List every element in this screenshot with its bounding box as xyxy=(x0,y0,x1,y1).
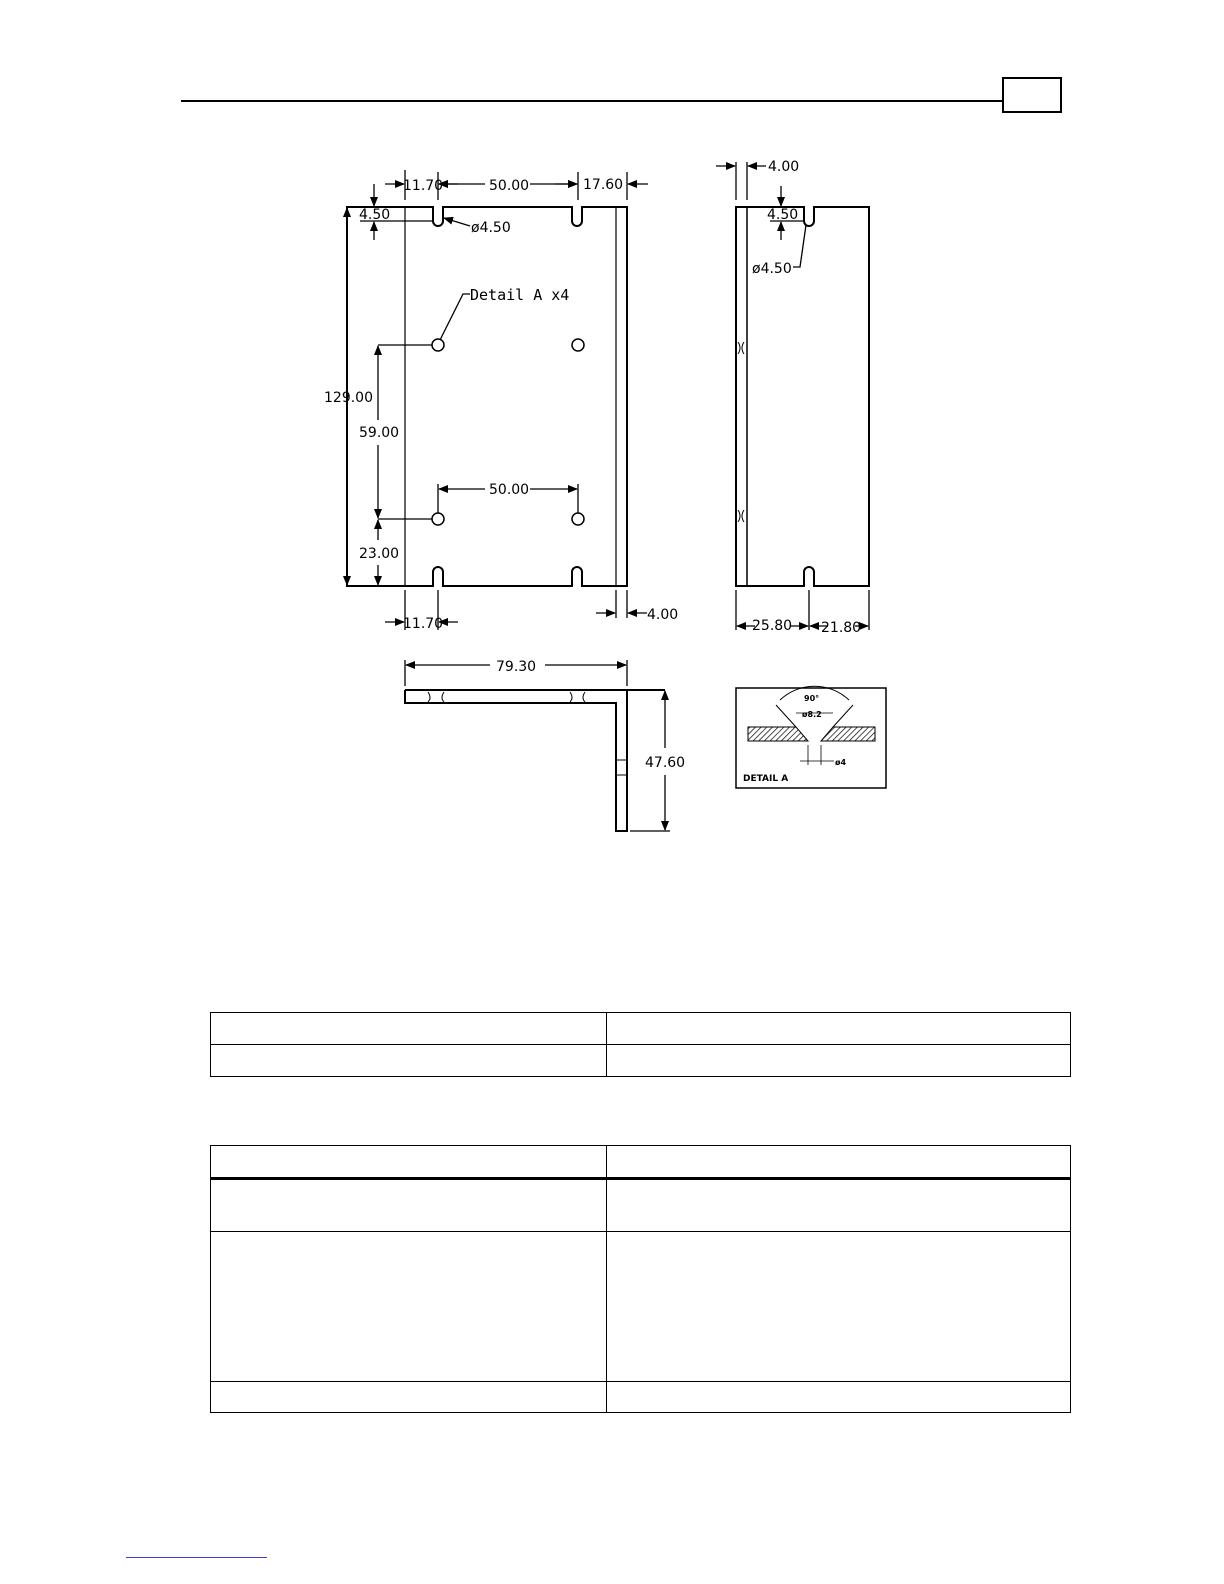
dim-hole-spacing: 59.00 xyxy=(359,425,400,441)
dim-bottom-offset: 23.00 xyxy=(359,546,400,562)
front-view xyxy=(347,207,627,586)
detail-counterbore: ø8.2 xyxy=(802,710,822,719)
mounting-hole xyxy=(432,513,444,525)
side-dim-slot-depth: 4.50 xyxy=(767,207,799,223)
table-cell xyxy=(607,1232,1071,1382)
side-view-labels xyxy=(752,159,861,636)
mounting-hole xyxy=(432,339,444,351)
table-cell xyxy=(607,1382,1071,1413)
top-view-labels xyxy=(496,659,685,771)
table-cell xyxy=(607,1013,1071,1045)
side-view-dimensions xyxy=(716,162,869,630)
table-cell xyxy=(211,1232,607,1382)
detail-hole: ø4 xyxy=(835,758,847,767)
dim-left-top: 11.70 xyxy=(403,178,444,194)
dim-inner-spacing: 50.00 xyxy=(489,482,530,498)
side-dim-thickness: 4.00 xyxy=(768,159,800,175)
spec-table-1 xyxy=(210,1012,1071,1077)
detail-a-box xyxy=(736,686,886,788)
dim-left-bottom: 11.70 xyxy=(403,616,444,632)
dim-right-top: 17.60 xyxy=(583,177,624,193)
top-view-dimensions xyxy=(405,660,670,831)
table-cell xyxy=(211,1013,607,1045)
footnote-rule xyxy=(126,1557,267,1558)
detail-label: DETAIL A xyxy=(743,774,789,784)
table-cell xyxy=(607,1045,1071,1077)
top-dim-height: 47.60 xyxy=(645,755,686,771)
front-plate-outline xyxy=(347,207,627,586)
detail-angle: 90° xyxy=(804,694,820,703)
dim-slot-diameter: ø4.50 xyxy=(471,220,511,236)
table-header-cell xyxy=(211,1146,607,1179)
side-dim-slot-diameter: ø4.50 xyxy=(752,261,792,277)
table-header-cell xyxy=(607,1146,1071,1179)
side-dim-right: 21.80 xyxy=(821,620,862,636)
dim-top-center: 50.00 xyxy=(489,178,530,194)
side-dim-left: 25.80 xyxy=(752,618,793,634)
front-view-labels xyxy=(324,177,678,632)
detail-callout: Detail A x4 xyxy=(470,286,570,304)
mounting-hole xyxy=(572,513,584,525)
top-dim-width: 79.30 xyxy=(496,659,537,675)
dim-thickness: 4.00 xyxy=(647,607,679,623)
spec-table-2 xyxy=(210,1145,1071,1413)
table-cell xyxy=(211,1045,607,1077)
top-view xyxy=(405,690,665,831)
table-cell xyxy=(211,1179,607,1232)
dim-slot-depth: 4.50 xyxy=(359,207,391,223)
table-cell xyxy=(607,1179,1071,1232)
table-cell xyxy=(211,1382,607,1413)
mounting-hole xyxy=(572,339,584,351)
dim-height: 129.00 xyxy=(324,390,373,406)
